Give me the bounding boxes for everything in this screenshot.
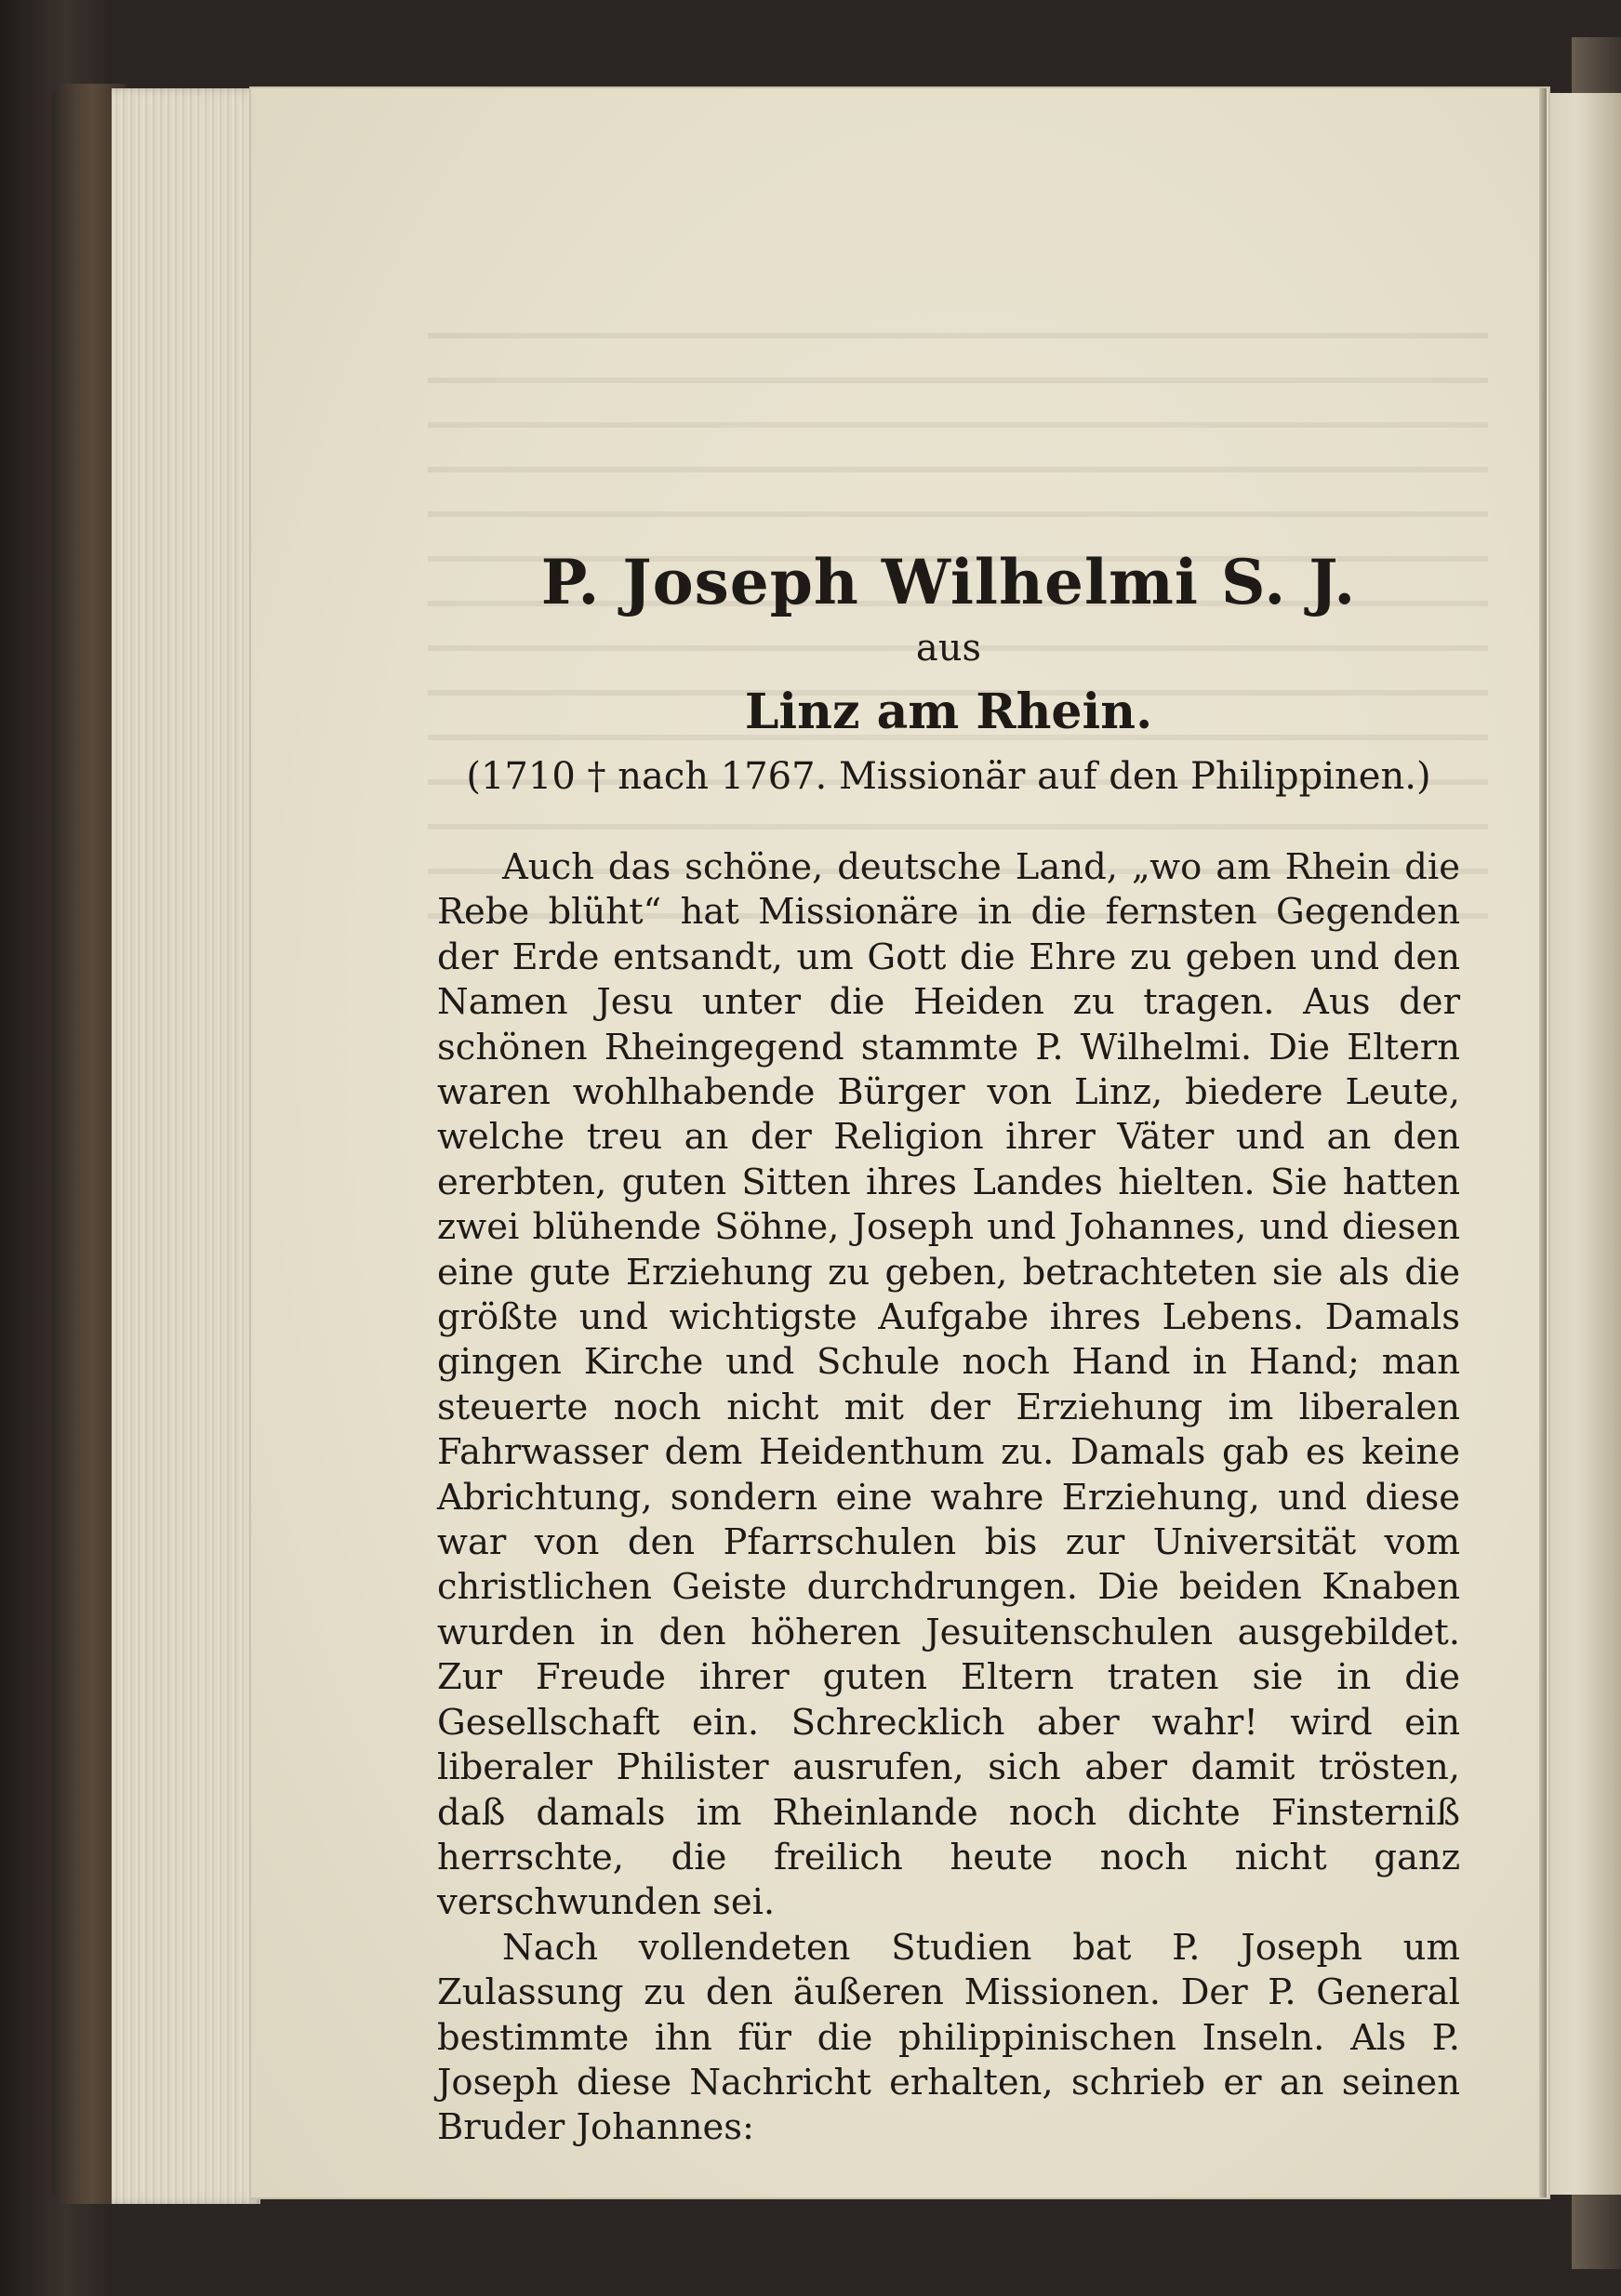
page-gutter — [1539, 88, 1547, 2197]
body-paragraph: Auch das schöne, deutsche Land, „wo am Rhein die Rebe blüht“ hat Missionäre in die fernsten Gegenden der Erde entsandt, um Gott die Ehre zu geben und den Namen Jesu unter die Heiden zu tragen. Aus der schönen Rheingegend stammte P. Wilhelmi. Die Eltern waren wohlhabende Bürger von Linz, biedere Leute, welche treu an der Religion ihrer Väter und an den ererbten, guten Sitten ihres Landes hielten. Sie hatten zwei blühende Söhne, Joseph und Johannes, und diesen eine gute Erziehung zu geben, betrachteten sie als die größte und wichtigste Aufgabe ihres Lebens. Damals gingen Kirche und Schule noch Hand in Hand; man steuerte noch nicht mit der Erziehung im liberalen Fahrwasser dem Heidenthum zu. Damals gab es keine Abrichtung, sondern eine wahre Erziehung, und diese war von den Pfarrschulen bis zur Universität vom christlichen Geiste durchdrungen. Die beiden Knaben wurden in den höheren Jesuitenschulen ausgebildet. Zur Freude ihrer guten Eltern traten sie in die Gesellschaft ein. Schrecklich aber wahr! wird ein liberaler Philister ausrufen, sich aber damit trösten, daß damals im Rheinlande noch dichte Finsterniß herrschte, die freilich heute noch nicht ganz verschwunden sei. — [437, 845, 1460, 1924]
chapter-title: P. Joseph Wilhelmi S. J. — [540, 546, 1357, 618]
chapter-place: Linz am Rhein. — [744, 683, 1153, 740]
page-content — [437, 546, 1460, 2151]
chapter-dates: (1710 † nach 1767. Missionär auf den Philippinen.) — [466, 754, 1431, 798]
page-edges — [112, 88, 260, 2204]
chapter-subtitle-from: aus — [915, 626, 982, 670]
next-page-edge — [1547, 93, 1621, 2195]
body-paragraph: Nach vollendeten Studien bat P. Joseph um Zulassung zu den äußeren Missionen. Der P. General bestimmte ihn für die philippinischen Inseln. Als P. Joseph diese Nachricht erhalten, schrieb er an seinen Bruder Johannes: — [437, 1926, 1460, 2149]
